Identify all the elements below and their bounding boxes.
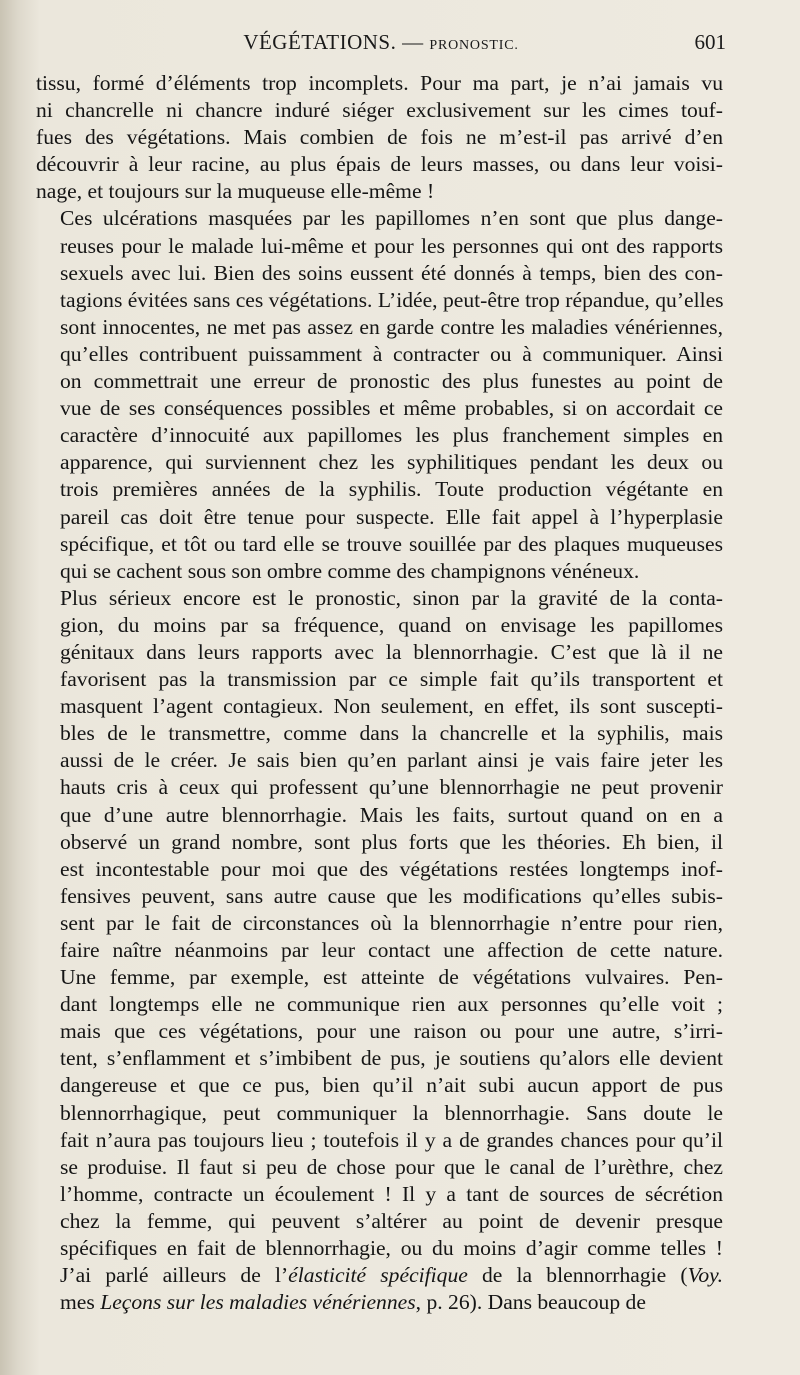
text-line: pareil cas doit être tenue pour suspecte. Elle fait appel à l’hyperplasie	[60, 504, 723, 529]
text-line: est incontestable pour moi que des végétations restées longtemps inof-	[60, 856, 723, 881]
text-line: blennorrhagique, peut communiquer la blennorrhagie. Sans doute le	[60, 1100, 723, 1125]
text-line: apparence, qui surviennent chez les syphilitiques pendant les deux ou	[60, 450, 723, 475]
header-title-main: VÉGÉTATIONS.	[243, 30, 397, 54]
text-line: aussi de le créer. Je sais bien qu’en parlant ainsi je vais faire jeter les	[60, 748, 723, 773]
header-subtitle: PRONOSTIC.	[429, 38, 519, 53]
running-title	[36, 30, 726, 55]
text-line: Ces ulcérations masquées par les papillomes n’en sont que plus dange-	[60, 206, 723, 231]
text-line: Une femme, par exemple, est atteinte de végétations vulvaires. Pen-	[60, 965, 723, 990]
text-line: génitaux dans leurs rapports avec la blennorrhagie. C’est que là il ne	[60, 639, 723, 664]
text-line: caractère d’innocuité aux papillomes les plus franchement simples en	[60, 423, 723, 448]
paragraph	[36, 70, 723, 205]
text-line: Plus sérieux encore est le pronostic, sinon par la gravité de la conta-	[60, 585, 723, 610]
page-number: 601	[694, 30, 726, 54]
text-line: vue de ses conséquences possibles et même probables, si on accordait ce	[60, 396, 723, 421]
text-line: nage, et toujours sur la muqueuse elle-même !	[36, 179, 435, 204]
text-line: sexuels avec lui. Bien des soins eussent été donnés à temps, bien des con-	[60, 260, 723, 285]
text-line: tagions évitées sans ces végétations. L’idée, peut-être trop répandue, qu’elles	[60, 287, 724, 312]
text-line: bles de le transmettre, comme dans la chancrelle et la syphilis, mais	[60, 721, 723, 746]
text-line: trois premières années de la syphilis. Toute production végétante en	[60, 477, 723, 502]
text-line: hauts cris à ceux qui professent qu’une blennorrhagie ne peut provenir	[60, 775, 723, 800]
text-line: spécifiques en fait de blennorrhagie, ou du moins d’agir comme telles !	[60, 1236, 723, 1261]
running-header	[36, 30, 726, 62]
text-line: qu’elles contribuent puissamment à contracter ou à communiquer. Ainsi	[60, 341, 723, 366]
text-line: favorisent pas la transmission par ce simple fait qu’ils transportent et	[60, 667, 723, 692]
text-line: l’homme, contracte un écoulement ! Il y a tant de sources de sécrétion	[60, 1181, 723, 1206]
text-line: mais que ces végétations, pour une raison ou pour une autre, s’irri-	[60, 1019, 723, 1044]
text-line: J’ai parlé ailleurs de l’élasticité spécifique de la blennorrhagie (Voy.	[60, 1263, 723, 1288]
paragraph	[36, 205, 723, 584]
header-dash: —	[402, 30, 424, 54]
text-line: dangereuse et que ce pus, bien qu’il n’ait subi aucun apport de pus	[60, 1073, 723, 1098]
text-line: découvrir à leur racine, au plus épais de leurs masses, ou dans leur voisi-	[36, 152, 723, 177]
text-line: chez la femme, qui peuvent s’altérer au point de devenir presque	[60, 1208, 723, 1233]
text-line: on commettrait une erreur de pronostic des plus funestes au point de	[60, 369, 723, 394]
text-line: faire naître néanmoins par leur contact une affection de cette nature.	[60, 938, 723, 962]
body-text	[36, 70, 723, 1316]
text-line: fensives peuvent, sans autre cause que les modifications qu’elles subis-	[60, 883, 723, 908]
text-line: fait n’aura pas toujours lieu ; toutefois il y a de grandes chances pour qu’il	[60, 1127, 723, 1152]
paragraph	[36, 585, 723, 1317]
text-line: masquent l’agent contagieux. Non seulement, en effet, ils sont suscepti-	[60, 694, 723, 719]
text-line: reuses pour le malade lui-même et pour les personnes qui ont des rapports	[60, 233, 723, 258]
text-line: tent, s’enflamment et s’imbibent de pus, je soutiens qu’alors elle devient	[60, 1046, 723, 1071]
text-line: que d’une autre blennorrhagie. Mais les faits, surtout quand on en a	[60, 802, 723, 827]
text-line: dant longtemps elle ne communique rien aux personnes qu’elle voit ;	[60, 992, 723, 1017]
text-line: se produise. Il faut si peu de chose pour que le canal de l’urèthre, chez	[60, 1154, 723, 1179]
text-line: spécifique, et tôt ou tard elle se trouve souillée par des plaques muqueuses	[60, 531, 723, 556]
text-line: observé un grand nombre, sont plus forts que les théories. Eh bien, il	[60, 829, 723, 854]
text-line: gion, du moins par sa fréquence, quand on envisage les papillomes	[60, 612, 723, 637]
text-line: mes Leçons sur les maladies vénériennes, p. 26). Dans beaucoup de	[60, 1290, 646, 1315]
text-line: qui se cachent sous son ombre comme des champignons vénéneux.	[60, 558, 640, 583]
text-line: fues des végétations. Mais combien de fois ne m’est-il pas arrivé d’en	[36, 125, 723, 150]
text-line: tissu, formé d’éléments trop incomplets. Pour ma part, je n’ai jamais vu	[36, 71, 723, 95]
text-line: ni chancrelle ni chancre induré siéger exclusivement sur les cimes touf-	[36, 98, 723, 123]
text-line: sont innocentes, ne met pas assez en garde contre les maladies vénériennes,	[60, 314, 723, 339]
text-line: sent par le fait de circonstances où la blennorrhagie n’entre pour rien,	[60, 910, 723, 935]
